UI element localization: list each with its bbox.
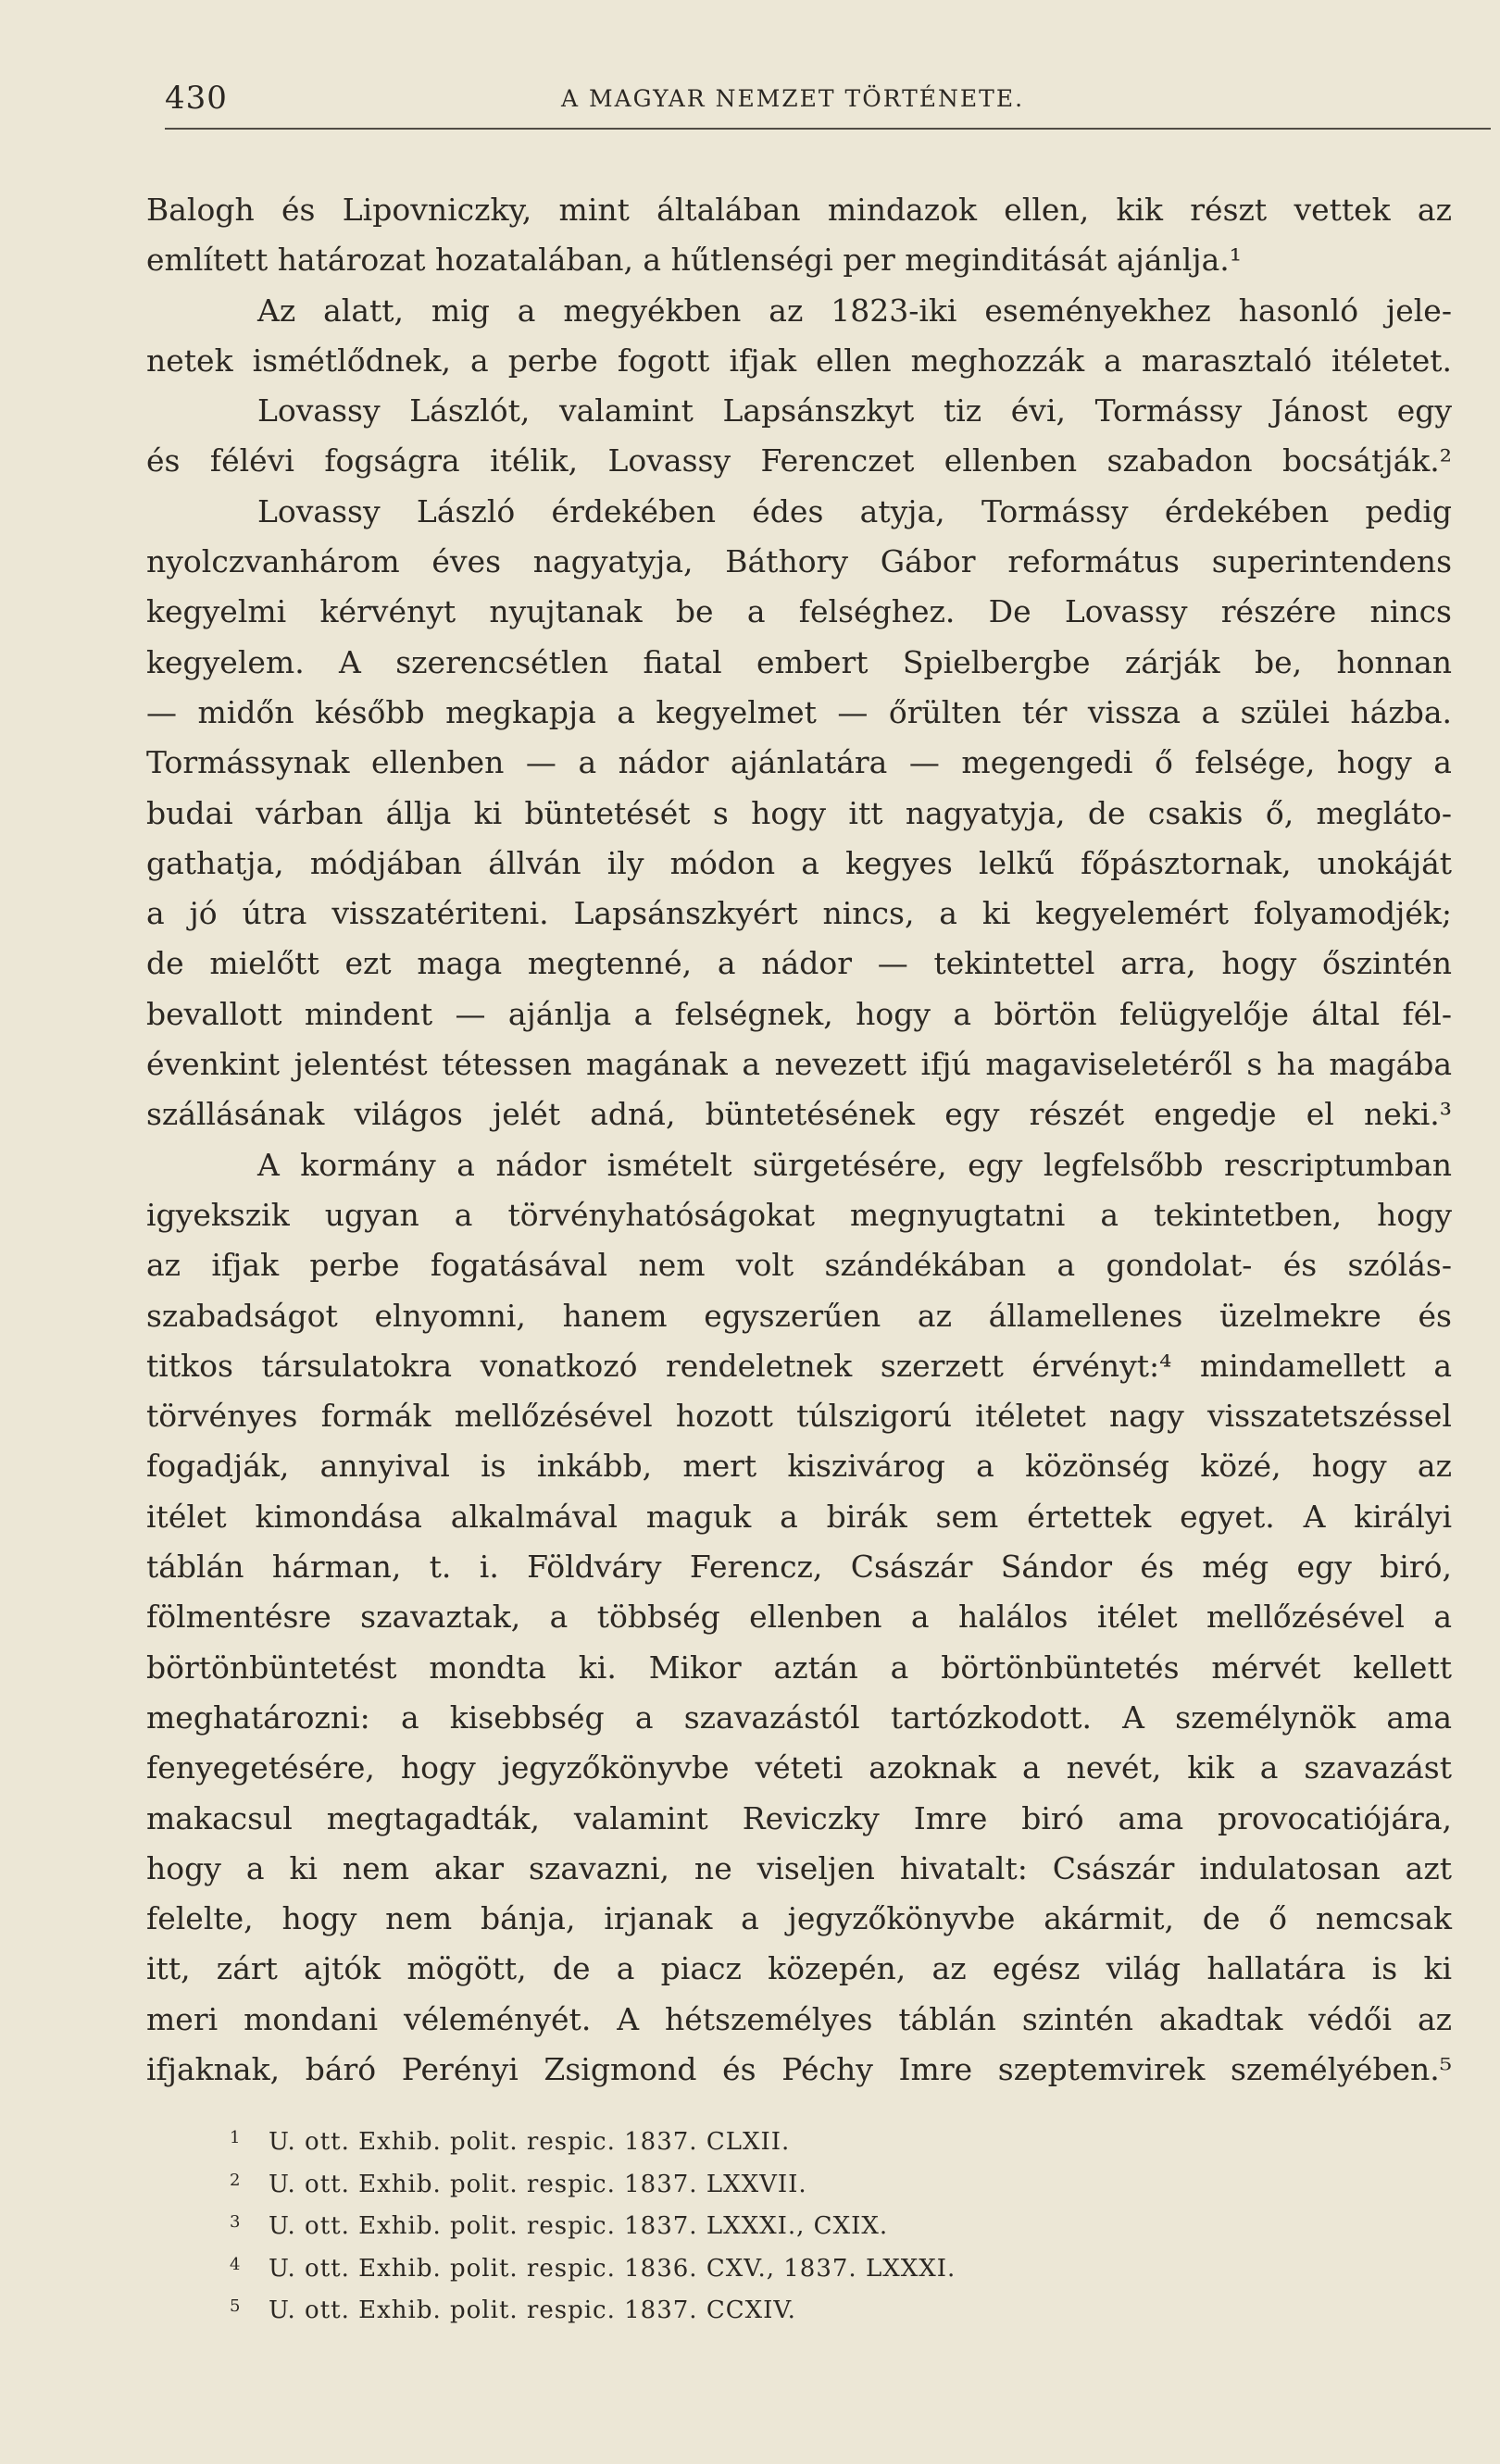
text-line: itélet kimondása alkalmával maguk a birák sem értettek egyet. A királyi (146, 1498, 1452, 1535)
text-line: netek ismétlődnek, a perbe fogott ifjak ellen meghozzák a marasztaló itéletet. (146, 342, 1452, 379)
text-line: bevallott mindent — ajánlja a felségnek, hogy a börtön felügyelője által fél- (146, 995, 1452, 1032)
text-line: ifjaknak, báró Perényi Zsigmond és Péchy Imre szeptemvirek személyében.⁵ (146, 2050, 1452, 2087)
text-line: igyekszik ugyan a törvényhatóságokat megnyugtatni a tekintetben, hogy (146, 1196, 1452, 1233)
text-line: az ifjak perbe fogatásával nem volt szándékában a gondolat- és szólás- (146, 1247, 1452, 1284)
text-line: börtönbüntetést mondta ki. Mikor aztán a börtönbüntetés mérvét kellett (146, 1649, 1452, 1686)
footnote-text: U. ott. Exhib. polit. respic. 1837. LXXVII. (269, 2170, 807, 2198)
footnote (230, 2122, 1341, 2164)
text-line: A kormány a nádor ismételt sürgetésére, egy legfelsőbb rescriptumban (257, 1146, 1452, 1183)
text-line: szállásának világos jelét adná, büntetésének egy részét engedje el neki.³ (146, 1096, 1452, 1133)
text-line: — midőn később megkapja a kegyelmet — őrülten tér vissza a szülei házba. (146, 693, 1452, 730)
body-text (146, 185, 1452, 2095)
text-line: titkos társulatokra vonatkozó rendeletnek szerzett érvényt:⁴ mindamellett a (146, 1347, 1452, 1384)
text-line: kegyelmi kérvényt nyujtanak be a felséghez. De Lovassy részére nincs (146, 593, 1452, 630)
text-line: makacsul megtagadták, valamint Reviczky Imre biró ama provocatiójára, (146, 1799, 1452, 1836)
footnote-mark: 3 (230, 2212, 242, 2232)
text-line: gathatja, módjában állván ily módon a kegyes lelkű főpásztornak, unokáját (146, 844, 1452, 881)
text-line: Lovassy Lászlót, valamint Lapsánszkyt tiz évi, Tormássy Jánost egy (257, 392, 1452, 429)
text-line: említett határozat hozatalában, a hűtlenségi per meginditását ajánlja.¹ (146, 242, 1242, 279)
footnote-text: U. ott. Exhib. polit. respic. 1837. LXXXI., CXIX. (269, 2212, 889, 2240)
footnote-text: U. ott. Exhib. polit. respic. 1837. CLXII. (269, 2128, 791, 2156)
running-title: A MAGYAR NEMZET TÖRTÉNETE. (561, 85, 1025, 112)
footnote-mark: 4 (230, 2254, 242, 2274)
footnote (230, 2248, 1341, 2291)
footnote (230, 2290, 1341, 2333)
footnote (230, 2164, 1341, 2207)
page-number: 430 (165, 80, 228, 117)
text-line: kegyelem. A szerencsétlen fiatal embert Spielbergbe zárják be, honnan (146, 643, 1452, 680)
footnotes (230, 2122, 1341, 2333)
text-line: a jó útra visszatériteni. Lapsánszkyért nincs, a ki kegyelemért folyamodjék; (146, 895, 1452, 932)
text-line: törvényes formák mellőzésével hozott túlszigorú itéletet nagy visszatetszéssel (146, 1398, 1452, 1435)
text-line: fenyegetésére, hogy jegyzőkönyvbe véteti azoknak a nevét, kik a szavazást (146, 1749, 1452, 1786)
text-line: Tormássynak ellenben — a nádor ajánlatára — megengedi ő felsége, hogy a (146, 744, 1452, 781)
footnote (230, 2206, 1341, 2248)
text-line: nyolczvanhárom éves nagyatyja, Báthory Gábor református superintendens (146, 543, 1452, 580)
text-line: Az alatt, mig a megyékben az 1823-iki eseményekhez hasonló jele- (257, 292, 1452, 329)
text-line: budai várban állja ki büntetését s hogy itt nagyatyja, de csakis ő, megláto- (146, 794, 1452, 831)
text-line: meghatározni: a kisebbség a szavazástól tartózkodott. A személynök ama (146, 1699, 1452, 1736)
text-line: és félévi fogságra itélik, Lovassy Ferenczet ellenben szabadon bocsátják.² (146, 442, 1452, 479)
footnote-text: U. ott. Exhib. polit. respic. 1836. CXV., 1837. LXXXI. (269, 2254, 956, 2283)
text-line: hogy a ki nem akar szavazni, ne viseljen hivatalt: Császár indulatosan azt (146, 1849, 1452, 1886)
footnote-mark: 2 (230, 2170, 242, 2190)
footnote-text: U. ott. Exhib. polit. respic. 1837. CCXIV. (269, 2296, 796, 2324)
text-line: itt, zárt ajtók mögött, de a piacz közepén, az egész világ hallatára is ki (146, 1950, 1452, 1987)
text-line: meri mondani véleményét. A hétszemélyes táblán szintén akadtak védői az (146, 2000, 1452, 2037)
text-line: felelte, hogy nem bánja, irjanak a jegyzőkönyvbe akármit, de ő nemcsak (146, 1900, 1452, 1937)
header-rule (165, 128, 1491, 130)
text-line: fogadják, annyival is inkább, mert kiszivárog a közönség közé, hogy az (146, 1448, 1452, 1485)
text-line: fölmentésre szavaztak, a többség ellenben a halálos itélet mellőzésével a (146, 1599, 1452, 1636)
footnote-mark: 1 (230, 2128, 242, 2147)
footnote-mark: 5 (230, 2296, 242, 2316)
text-line: szabadságot elnyomni, hanem egyszerűen az államellenes üzelmekre és (146, 1297, 1452, 1334)
text-line: évenkint jelentést tétessen magának a nevezett ifjú magaviseletéről s ha magába (146, 1046, 1452, 1083)
text-line: de mielőtt ezt maga megtenné, a nádor — tekintettel arra, hogy őszintén (146, 945, 1452, 982)
text-line: táblán hárman, t. i. Földváry Ferencz, Császár Sándor és még egy biró, (146, 1549, 1452, 1586)
text-line: Balogh és Lipovniczky, mint általában mindazok ellen, kik részt vettek az (146, 192, 1452, 228)
text-line: Lovassy László érdekében édes atyja, Tormássy érdekében pedig (257, 492, 1452, 529)
page-header (165, 80, 1500, 124)
